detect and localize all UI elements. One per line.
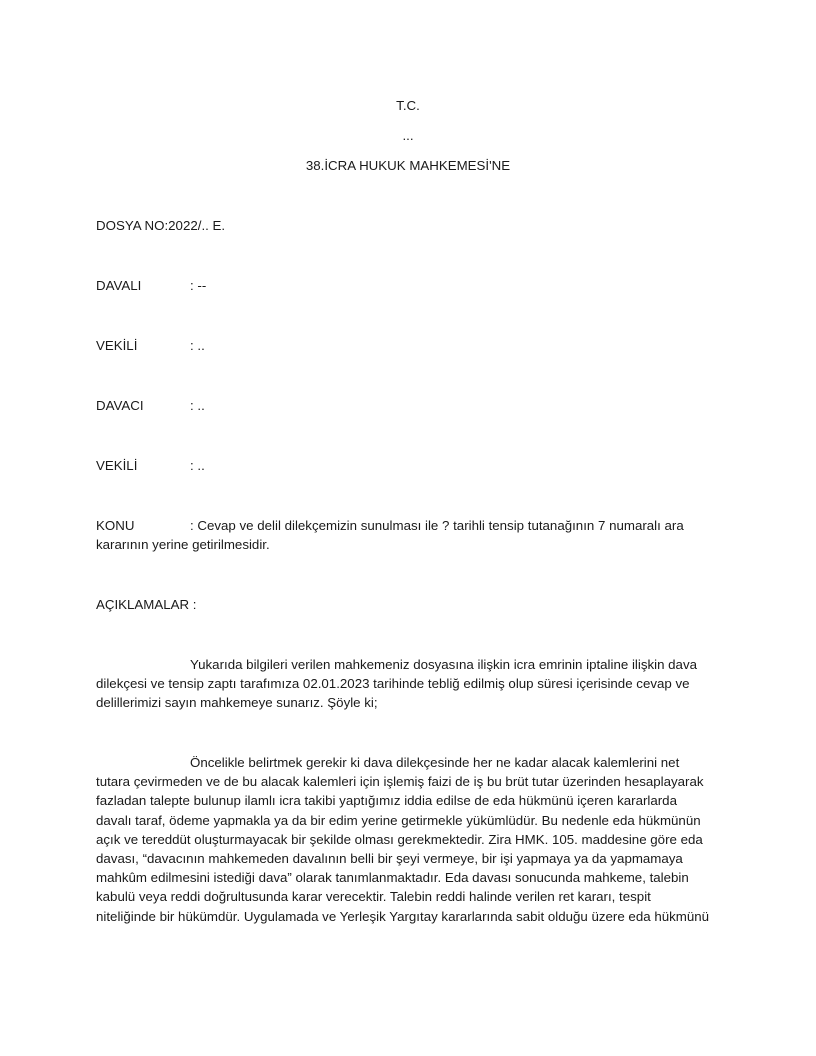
paragraph-1: [96, 655, 722, 713]
party-label: DAVALI: [96, 278, 142, 293]
explanations-heading: AÇIKLAMALAR :: [96, 597, 197, 612]
party-row-plaintiff-attorney: [96, 456, 205, 475]
subject-row: [96, 516, 684, 535]
subject-text-line2: kararının yerine getirilmesidir.: [96, 537, 270, 552]
party-value: : --: [190, 278, 207, 293]
header-court: 38.İCRA HUKUK MAHKEMESİ'NE: [305, 158, 511, 173]
header-city: ...: [402, 128, 414, 143]
header-country: T.C.: [396, 98, 420, 113]
paragraph-line: delillerimizi sayın mahkemeye sunarız. Şöyle ki;: [96, 695, 378, 711]
subject-text-line1: : Cevap ve delil dilekçemizin sunulması ile ? tarihli tensip tutanağının 7 numaralı ara: [190, 518, 684, 533]
paragraph-line: mahkûm edilmesini istediği dava” olarak tanımlanmaktadır. Eda davası sonucunda mahkeme, talebin: [96, 870, 689, 886]
paragraph-line: tutara çevirmeden ve de bu alacak kalemleri için işlemiş faizi de iş bu brüt tutar üzerinden hesaplayarak: [96, 774, 704, 790]
party-row-defendant-attorney: [96, 336, 205, 355]
paragraph-line: kabulü veya reddi doğrultusunda karar verecektir. Talebin reddi halinde verilen ret kararı, tespit: [96, 889, 651, 905]
party-label: DAVACI: [96, 398, 144, 413]
subject-label: KONU: [96, 518, 135, 533]
paragraph-line: davası, “davacının mahkemeden davalının belli bir şeyi vermeye, bir işi yapmaya ya da yapmamaya: [96, 850, 683, 866]
party-label: VEKİLİ: [96, 458, 138, 473]
party-row-plaintiff: [96, 396, 205, 415]
paragraph-line: dilekçesi ve tensip zaptı tarafımıza 02.01.2023 tarihinde tebliğ edilmiş olup süresi içerisinde cevap ve: [96, 676, 690, 692]
file-number: DOSYA NO:2022/.. E.: [96, 218, 226, 233]
party-value: : ..: [190, 398, 205, 413]
paragraph-line: Öncelikle belirtmek gerekir ki dava dilekçesinde her ne kadar alacak kalemlerini net: [190, 755, 680, 770]
paragraph-line: niteliğinde bir hükümdür. Uygulamada ve Yerleşik Yargıtay kararlarında sabit olduğu üzere eda hükmünü: [96, 908, 710, 924]
party-value: : ..: [190, 338, 205, 353]
paragraph-2: [96, 753, 722, 926]
paragraph-line: fazladan talepte bulunup ilamlı icra takibi yaptığımız iddia edilse de eda hükmünü içeren kararlarda: [96, 793, 677, 809]
paragraph-line: davalı taraf, ödeme yapmakla ya da bir edim yerine getirmekle yükümlüdür. Bu nedenle eda hükmünün: [96, 812, 701, 828]
party-row-defendant: [96, 276, 206, 295]
paragraph-line: açık ve tereddüt oluşturmayacak bir şekilde olması gerekmektedir. Zira HMK. 105. maddesine göre eda: [96, 831, 703, 847]
party-label: VEKİLİ: [96, 338, 138, 353]
party-value: : ..: [190, 458, 205, 473]
paragraph-line: Yukarıda bilgileri verilen mahkemeniz dosyasına ilişkin icra emrinin iptaline ilişkin dava: [190, 657, 697, 672]
